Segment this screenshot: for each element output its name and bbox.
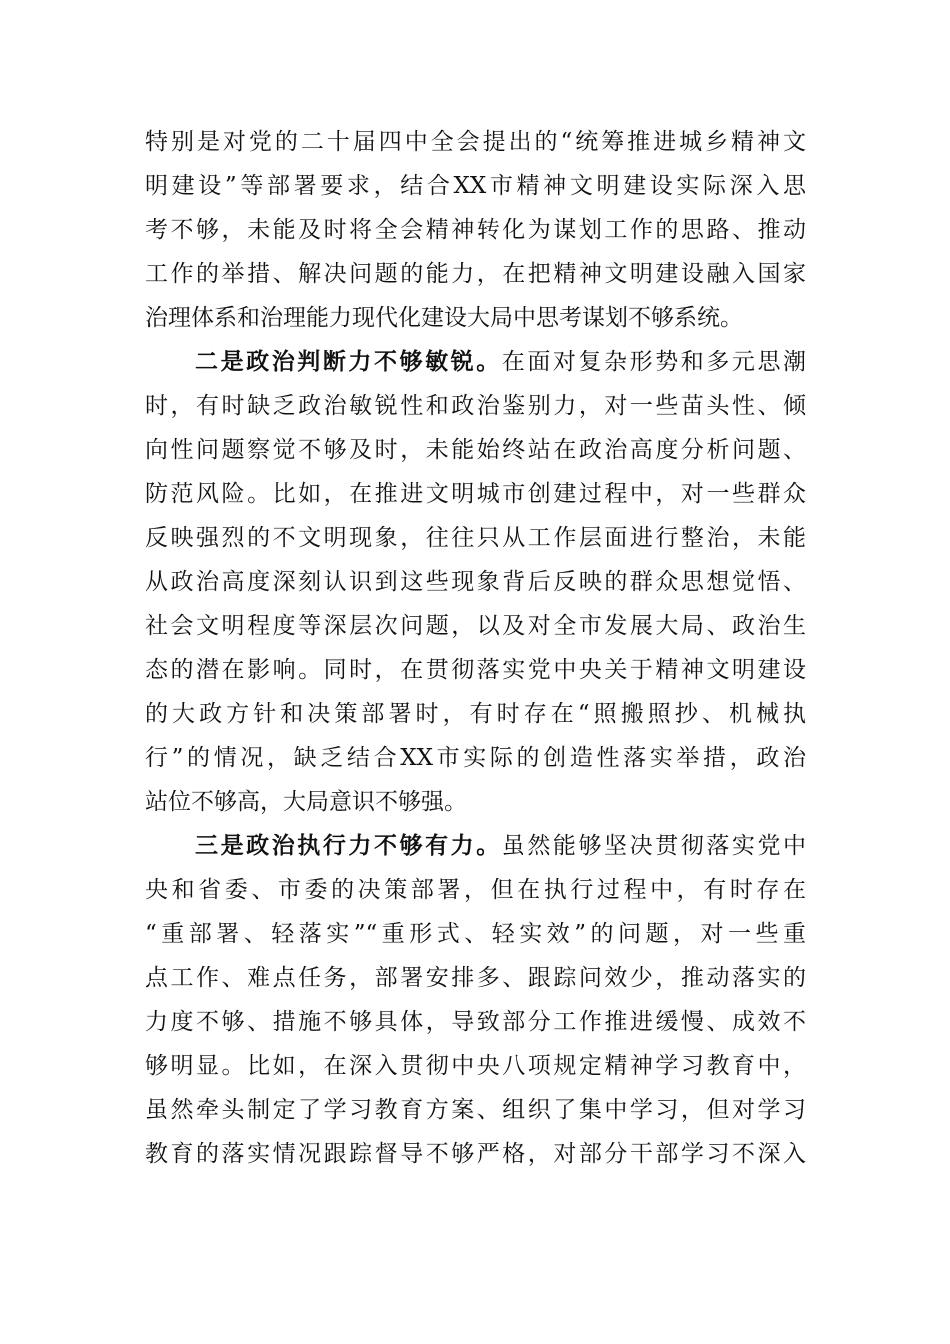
text-line: 虽然牵头制定了学习教育方案、组织了集中学习，但对学习: [145, 1097, 806, 1123]
text-line: 防范风险。比如，在推进文明城市创建过程中，对一些群众: [145, 481, 806, 507]
text-line: 社会文明程度等深层次问题，以及对全市发展大局、政治生: [145, 613, 806, 639]
text-line: 教育的落实情况跟踪督导不够严格，对部分干部学习不深入: [145, 1141, 806, 1167]
text-line: 工作的举措、解决问题的能力，在把精神文明建设融入国家: [145, 261, 806, 287]
text-line: 够明显。比如，在深入贯彻中央八项规定精神学习教育中，: [145, 1053, 806, 1079]
text-line: 的大政方针和决策部署时，有时存在“照搬照抄、机械执: [145, 701, 806, 727]
text-line: 特别是对党的二十届四中全会提出的“统筹推进城乡精神文: [145, 129, 806, 155]
text-line: 明建设”等部署要求，结合XX市精神文明建设实际深入思: [145, 173, 806, 199]
text-line: 点工作、难点任务，部署安排多、跟踪问效少，推动落实的: [145, 965, 806, 991]
text-line: 态的潜在影响。同时，在贯彻落实党中央关于精神文明建设: [145, 657, 806, 683]
text-line: “重部署、轻落实”“重形式、轻实效”的问题，对一些重: [145, 921, 806, 947]
text-line: [145, 340, 806, 384]
document-page: [145, 120, 806, 1176]
paragraph-political-execution: [145, 824, 806, 1176]
text-line: 反映强烈的不文明现象，往往只从工作层面进行整治，未能: [145, 525, 806, 551]
paragraph-heading: 二是政治判断力不够敏锐。: [195, 348, 502, 375]
text-line: 从政治高度深刻认识到这些现象背后反映的群众思想觉悟、: [145, 569, 806, 595]
text-line: 考不够，未能及时将全会精神转化为谋划工作的思路、推动: [145, 217, 806, 243]
paragraph-political-judgment: [145, 340, 806, 824]
text-line: 站位不够高，大局意识不够强。: [145, 789, 467, 815]
text-line: [145, 824, 806, 868]
paragraph-heading: 三是政治执行力不够有力。: [195, 832, 502, 859]
text-span: 在面对复杂形势和多元思潮: [501, 349, 807, 375]
text-line: 时，有时缺乏政治敏锐性和政治鉴别力，对一些苗头性、倾: [145, 393, 806, 419]
paragraph-continuation: [145, 120, 806, 340]
text-line: 向性问题察觉不够及时，未能始终站在政治高度分析问题、: [145, 437, 806, 463]
text-span: 虽然能够坚决贯彻落实党中: [501, 833, 807, 859]
text-line: 央和省委、市委的决策部署，但在执行过程中，有时存在: [145, 877, 806, 903]
text-line: 治理体系和治理能力现代化建设大局中思考谋划不够系统。: [145, 305, 743, 331]
text-line: 行”的情况，缺乏结合XX市实际的创造性落实举措，政治: [145, 745, 806, 771]
text-line: 力度不够、措施不够具体，导致部分工作推进缓慢、成效不: [145, 1009, 806, 1035]
